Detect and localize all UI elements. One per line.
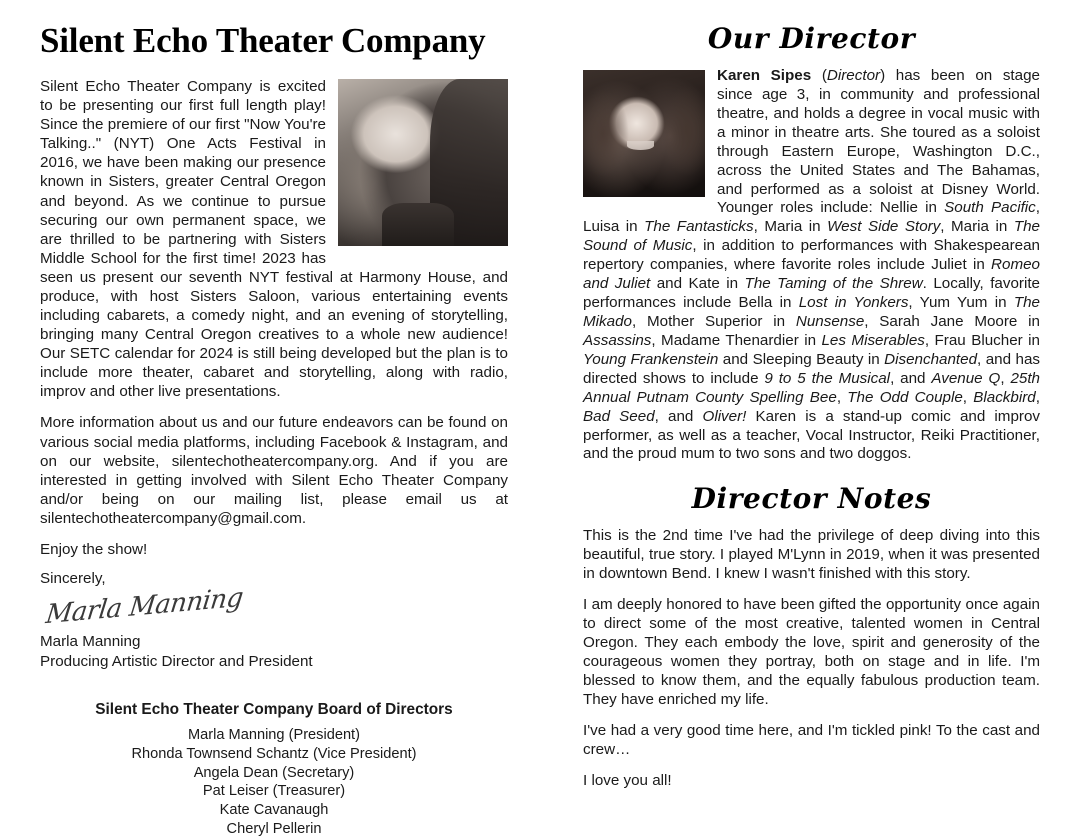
page-title: Silent Echo Theater Company bbox=[40, 21, 486, 60]
director-note-2: I am deeply honored to have been gifted the opportunity once again to direct some of the most creative, talented women in Central Oregon. They each embody the love, spirit and generosity of the courageous women they portray, both on stage and in life. I'm blessed to know them, and the equally fabulous production team. They have enriched my life. bbox=[583, 596, 1040, 709]
list-item: Angela Dean (Secretary) bbox=[193, 764, 355, 781]
show-title: South Pacific bbox=[944, 199, 1036, 217]
portrait-image bbox=[583, 70, 705, 197]
list-item: Pat Leiser (Treasurer) bbox=[202, 783, 346, 800]
show-title: Bad Seed bbox=[583, 407, 655, 425]
director-note-1: This is the 2nd time I've had the privilege of deep diving into this beautiful, true story. I played M'Lynn in 2019, when it was presented in downtown Bend. I knew I wasn't finished with this story. bbox=[583, 527, 1040, 583]
bio-text: , and bbox=[654, 407, 703, 425]
bio-text: , and has directed shows to include bbox=[583, 350, 1040, 387]
bio-text: , Mother Superior in bbox=[631, 312, 796, 330]
director-notes-heading: Director Notes bbox=[691, 482, 932, 516]
portrait-hair bbox=[583, 70, 705, 197]
signer-title: Producing Artistic Director and President bbox=[40, 652, 313, 670]
show-title: Nunsense bbox=[795, 312, 865, 330]
list-item: Kate Cavanaugh bbox=[219, 801, 329, 818]
bio-text: , bbox=[1000, 369, 1011, 387]
portrait-image bbox=[338, 79, 508, 246]
show-title: Romeo and Juliet bbox=[583, 256, 1040, 293]
signer-name: Marla Manning bbox=[40, 633, 141, 651]
marla-manning-photo bbox=[338, 79, 508, 246]
show-title: Lost in Yonkers bbox=[798, 294, 909, 312]
board-of-directors-list bbox=[40, 726, 508, 838]
handwritten-signature: Marla Manning bbox=[44, 582, 245, 631]
show-title: The Taming of the Shrew bbox=[744, 275, 923, 293]
welcome-paragraph-1: Silent Echo Theater Company is excited to be presenting our first full length play! Since the premiere of our first "Now You're Talking.." (NYT) One Acts Festival in 2016, we have been making our presence known in Sisters, greater Central Oregon and beyond. As we continue to pursue securing our own permanent space, we are thrilled to be partnering with Sisters Middle School for the first time! 2023 has seen us present our seventh NYT festival at Harmony House, and produce, with host Sisters Saloon, various entertaining events including cabarets, a comedy night, and an evening of storytelling, bringing many Central Oregon creatives to a whole new audience! Our SETC calendar for 2024 is still being developed but the plan is to include more theater, cabaret and storytelling, along with radio, improv and other live presentations. bbox=[40, 78, 508, 401]
signature-block bbox=[40, 582, 508, 671]
show-title: Oliver! bbox=[702, 407, 747, 425]
bio-text: has been on stage since age 3, in community and professional theatre, and holds a degree in vocal music with a minor in theatre arts. She toured as a soloist through Eastern Europe, Washington D.C., across the United States and The Bahamas, and performed as a soloist at Disney World. Younger roles include: Nellie in bbox=[717, 67, 1040, 217]
director-name: Karen Sipes bbox=[717, 67, 812, 84]
bio-text: , bbox=[962, 388, 974, 406]
show-title: 9 to 5 the Musical bbox=[764, 369, 891, 387]
show-title: Assassins bbox=[583, 331, 652, 349]
enjoy-line: Enjoy the show! bbox=[40, 540, 148, 558]
bio-text: , Frau Blucher in bbox=[924, 331, 1040, 349]
welcome-paragraph-2: More information about us and our future endeavors can be found on various social media platforms, including Facebook & Instagram, and on our website, silentechotheatercompany.org. And if you are interested in getting involved with Silent Echo Theater Company and/or being on our mailing list, please email us at silentechotheatercompany@gmail.com. bbox=[40, 414, 508, 527]
director-note-4: I love you all! bbox=[583, 772, 672, 790]
karen-sipes-photo bbox=[583, 70, 705, 197]
bio-text: and Sleeping Beauty in bbox=[718, 350, 885, 368]
director-bio: Karen Sipes (Director) has been on stage since age 3, in community and professional theatre, and holds a degree in vocal music with a minor in theatre arts. She toured as a soloist through Eastern Europe, Washington D.C., across the United States and The Bahamas, and performed as a soloist at Disney World. Younger roles include: Nellie in South Pacific, Luisa in The Fantasticks, Maria in West Side Story, Maria in The Sound of Music, in addition to performances with Shakespearean repertory companies, where favorite roles include Juliet in Romeo and Juliet and Kate in The Taming of the Shrew. Locally, favorite performances include Bella in Lost in Yonkers, Yum Yum in The Mikado, Mother Superior in Nunsense, Sarah Jane Moore in Assassins, Madame Thenardier in Les Miserables, Frau Blucher in Young Frankenstein and Sleeping Beauty in Disenchanted, and has directed shows to include 9 to 5 the Musical, and Avenue Q, 25th Annual Putnam County Spelling Bee, The Odd Couple, Blackbird, Bad Seed, and Oliver! Karen is a stand-up comic and improv performer, as well as a teacher, Vocal Instructor, Reiki Practitioner, and the proud mum to two sons and two doggos. bbox=[583, 67, 1041, 463]
board-of-directors-title: Silent Echo Theater Company Board of Directors bbox=[95, 701, 453, 719]
show-title: Disenchanted bbox=[884, 350, 978, 368]
bio-text: , bbox=[836, 388, 848, 406]
bio-text: , Sarah Jane Moore in bbox=[864, 312, 1040, 330]
show-title: Blackbird bbox=[973, 388, 1036, 406]
bio-text: , Maria in bbox=[753, 218, 828, 236]
portrait-neck bbox=[382, 203, 453, 246]
bio-text: , in addition to performances with Shakespearean repertory companies, where favorite roles include Juliet in bbox=[583, 237, 1040, 274]
bio-text: , Luisa in bbox=[583, 199, 1040, 236]
right-column bbox=[540, 0, 1080, 834]
portrait-smile bbox=[627, 141, 654, 150]
bio-text: , Maria in bbox=[940, 218, 1014, 236]
show-title: West Side Story bbox=[827, 218, 941, 236]
sincerely-line: Sincerely, bbox=[40, 569, 106, 587]
show-title: The Odd Couple bbox=[847, 388, 963, 406]
director-note-3: I've had a very good time here, and I'm tickled pink! To the cast and crew… bbox=[583, 722, 1040, 759]
bio-text: Karen is a stand-up comic and improv performer, as well as a teacher, Vocal Instructor, Reiki Practitioner, and the proud mum to two sons and two doggos. bbox=[583, 407, 1041, 463]
show-title: The Sound of Music bbox=[583, 218, 1040, 255]
bio-text: , and bbox=[890, 369, 932, 387]
show-title: Young Frankenstein bbox=[583, 350, 719, 368]
list-item: Rhonda Townsend Schantz (Vice President) bbox=[131, 745, 417, 762]
show-title: 25th Annual Putnam County Spelling Bee bbox=[583, 369, 1040, 406]
our-director-heading: Our Director bbox=[707, 22, 916, 55]
left-column bbox=[0, 0, 540, 837]
director-role: Director bbox=[826, 67, 881, 84]
show-title: Avenue Q bbox=[931, 369, 1001, 387]
list-item: Cheryl Pellerin bbox=[226, 820, 322, 837]
show-title: Les Miserables bbox=[821, 331, 925, 349]
show-title: The Mikado bbox=[583, 294, 1040, 330]
bio-text: , Madame Thenardier in bbox=[651, 331, 822, 349]
bio-text: and Kate in bbox=[650, 275, 745, 293]
bio-text: , Yum Yum in bbox=[908, 294, 1014, 312]
show-title: The Fantasticks bbox=[644, 218, 754, 236]
bio-text: . Locally, favorite performances include Bella in bbox=[583, 275, 1040, 312]
list-item: Marla Manning (President) bbox=[188, 727, 360, 744]
bio-text: , bbox=[1035, 388, 1040, 406]
